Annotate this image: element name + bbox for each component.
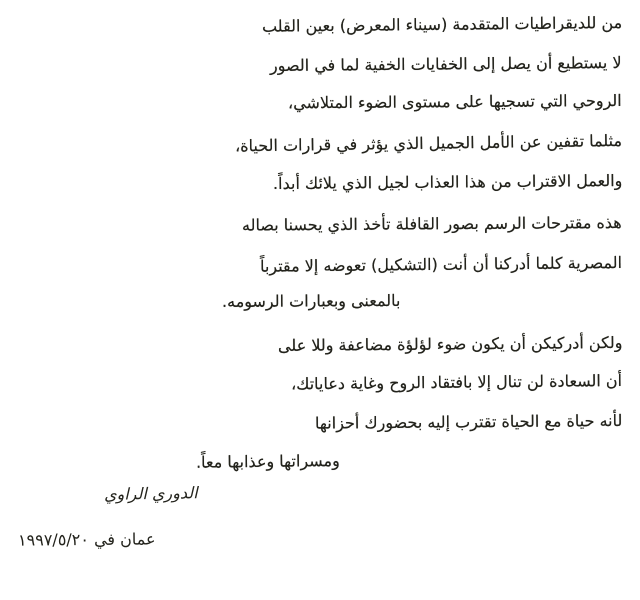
- place-and-date: عمان في ١٩٩٧/٥/٢٠: [17, 529, 156, 550]
- letter-line: لأنه حياة مع الحياة تقترب إليه بحضورك أحزانها: [314, 411, 623, 433]
- letter-line: ومسراتها وعذابها معاً.: [196, 451, 341, 472]
- letter-line: الروحي التي تسجيها على مستوى الضوء المتلاشي،: [288, 91, 623, 113]
- letter-line: المصرية كلما أدركنا أن أنت (التشكيل) تعوضه إلا مقترباً: [259, 253, 623, 276]
- letter-line: بالمعنى وبعبارات الرسومه.: [221, 291, 401, 311]
- letter-line: مثلما تقفين عن الأمل الجميل الذي يؤثر في قرارات الحياة،: [234, 131, 623, 156]
- letter-line: لا يستطيع أن يصل إلى الخفايات الخفية لما في الصور: [270, 53, 623, 76]
- letter-line: والعمل الاقتراب من هذا العذاب لجيل الذي يلائك أبداً.: [272, 171, 623, 194]
- letter-line: من للديقراطيات المتقدمة (سيناء المعرض) بعين القلب: [261, 13, 623, 36]
- letter-line: أن السعادة لن تنال إلا بافتقاد الروح وغاية دعاياتك،: [290, 371, 623, 394]
- letter-line: هذه مقترحات الرسم بصور القافلة تأخذ الذي يحسنا بصاله: [242, 213, 623, 235]
- letter-line: ولكن أدركيكن أن يكون ضوء لؤلؤة مضاعفة وللا على: [277, 333, 623, 356]
- signature: الدوري الراوي: [104, 483, 199, 504]
